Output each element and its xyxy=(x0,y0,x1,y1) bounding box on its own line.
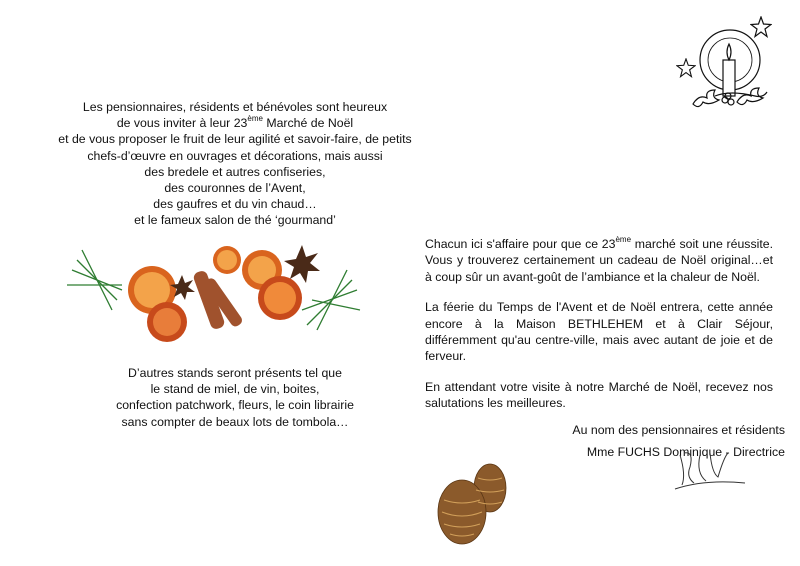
paragraph-intro xyxy=(425,236,773,285)
closing-line: Au nom des pensionnaires et résidents xyxy=(572,423,785,437)
invitation-line xyxy=(40,180,430,196)
signature xyxy=(670,445,750,495)
pine-cones xyxy=(432,460,522,550)
invitation-line-continuation: Marché de Noël xyxy=(262,116,354,131)
paragraph-feerie: La féerie du Temps de l'Avent et de Noël entrera, cette année encore à la Maison BETHLEHEM et à Clair Séjour, différemment qu'au centre-ville, mais avec autant de joie et de ferveur. xyxy=(425,300,773,364)
ordinal-suffix: ème xyxy=(247,114,263,124)
invitation-line-text: de vous inviter à leur 23 xyxy=(116,116,248,131)
stands-line: confection patchwork, fleurs, le coin librairie xyxy=(116,398,354,413)
paragraph-intro-text: Chacun ici s'affaire pour que ce 23 xyxy=(425,237,616,251)
invitation-line-text: des gaufres et du vin chaud… xyxy=(153,197,317,212)
invitation-line-text: des bredele et autres confiseries, xyxy=(144,164,326,179)
letter-body xyxy=(425,236,773,426)
signatory: Mme FUCHS Dominique - Directrice xyxy=(586,445,785,459)
invitation-line-text: et de vous proposer le fruit de leur agilité et savoir-faire, de petits xyxy=(58,132,412,147)
invitation-line xyxy=(40,131,430,147)
stands-line: le stand de miel, de vin, boites, xyxy=(150,382,320,397)
star-icon xyxy=(750,16,772,38)
invitation-line-text: Les pensionnaires, résidents et bénévoles sont heureux xyxy=(82,100,388,114)
stands-line: D’autres stands seront présents tel que xyxy=(128,366,342,380)
invitation-line xyxy=(40,196,430,212)
other-stands-text xyxy=(60,365,410,430)
invitation-line xyxy=(40,99,430,115)
stands-line: sans compter de beaux lots de tombola… xyxy=(121,414,349,429)
invitation-line-text: des couronnes de l’Avent, xyxy=(164,181,306,196)
paragraph-intro-continuation: marché soit une réussite. Vous y trouverez certainement un cadeau de Noël original…et à coup sûr un avant-goût de l’ambiance et la chaleur de Noël. xyxy=(425,237,773,284)
invitation-line xyxy=(40,115,430,131)
invitation-text xyxy=(40,99,430,229)
invitation-line xyxy=(40,212,430,228)
dried-orange-garland xyxy=(62,230,362,350)
star-icon xyxy=(676,58,696,78)
invitation-line-text: et le fameux salon de thé ‘gourmand’ xyxy=(134,213,336,228)
invitation-line-text: chefs-d’œuvre en ouvrages et décorations, mais aussi xyxy=(87,148,383,163)
ordinal-suffix: ème xyxy=(615,235,632,244)
paragraph-salutation: En attendant votre visite à notre Marché de Noël, recevez nos salutations les meilleures. xyxy=(425,379,773,411)
invitation-line xyxy=(40,148,430,164)
invitation-line xyxy=(40,164,430,180)
